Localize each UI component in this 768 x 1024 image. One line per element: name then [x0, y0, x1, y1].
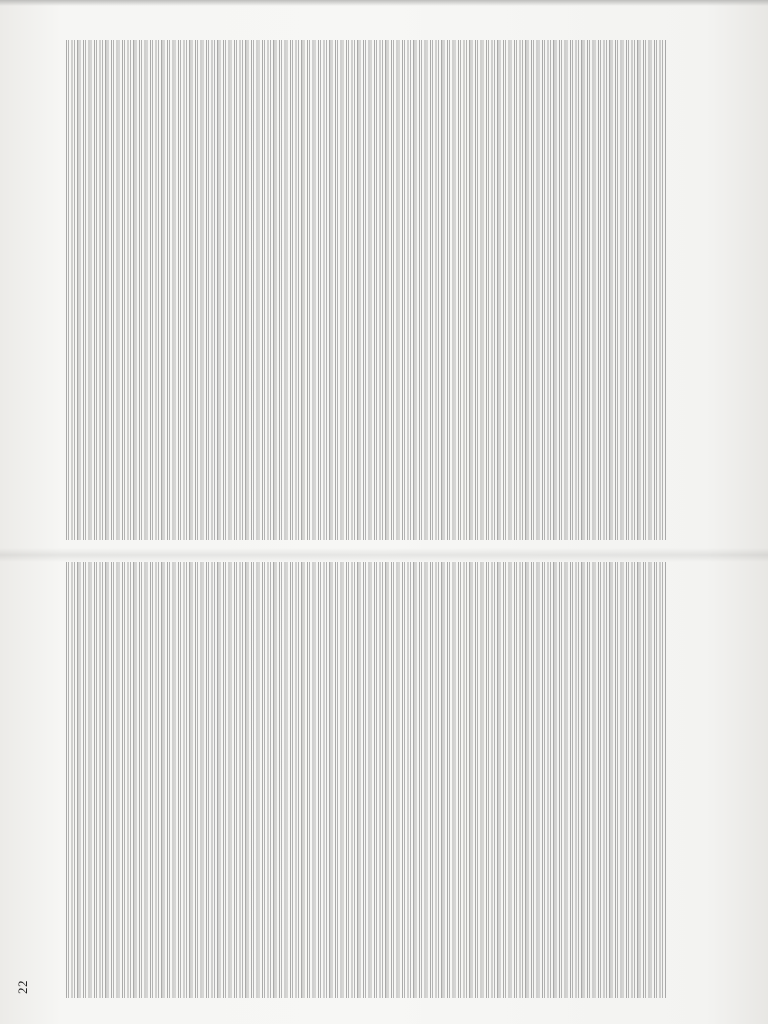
page-22-text-area [66, 562, 666, 998]
page-number-bottom: 22 [15, 980, 30, 994]
page-23-text-area [66, 40, 666, 540]
scan-edge [0, 0, 768, 6]
book-spine-fold [0, 548, 768, 562]
